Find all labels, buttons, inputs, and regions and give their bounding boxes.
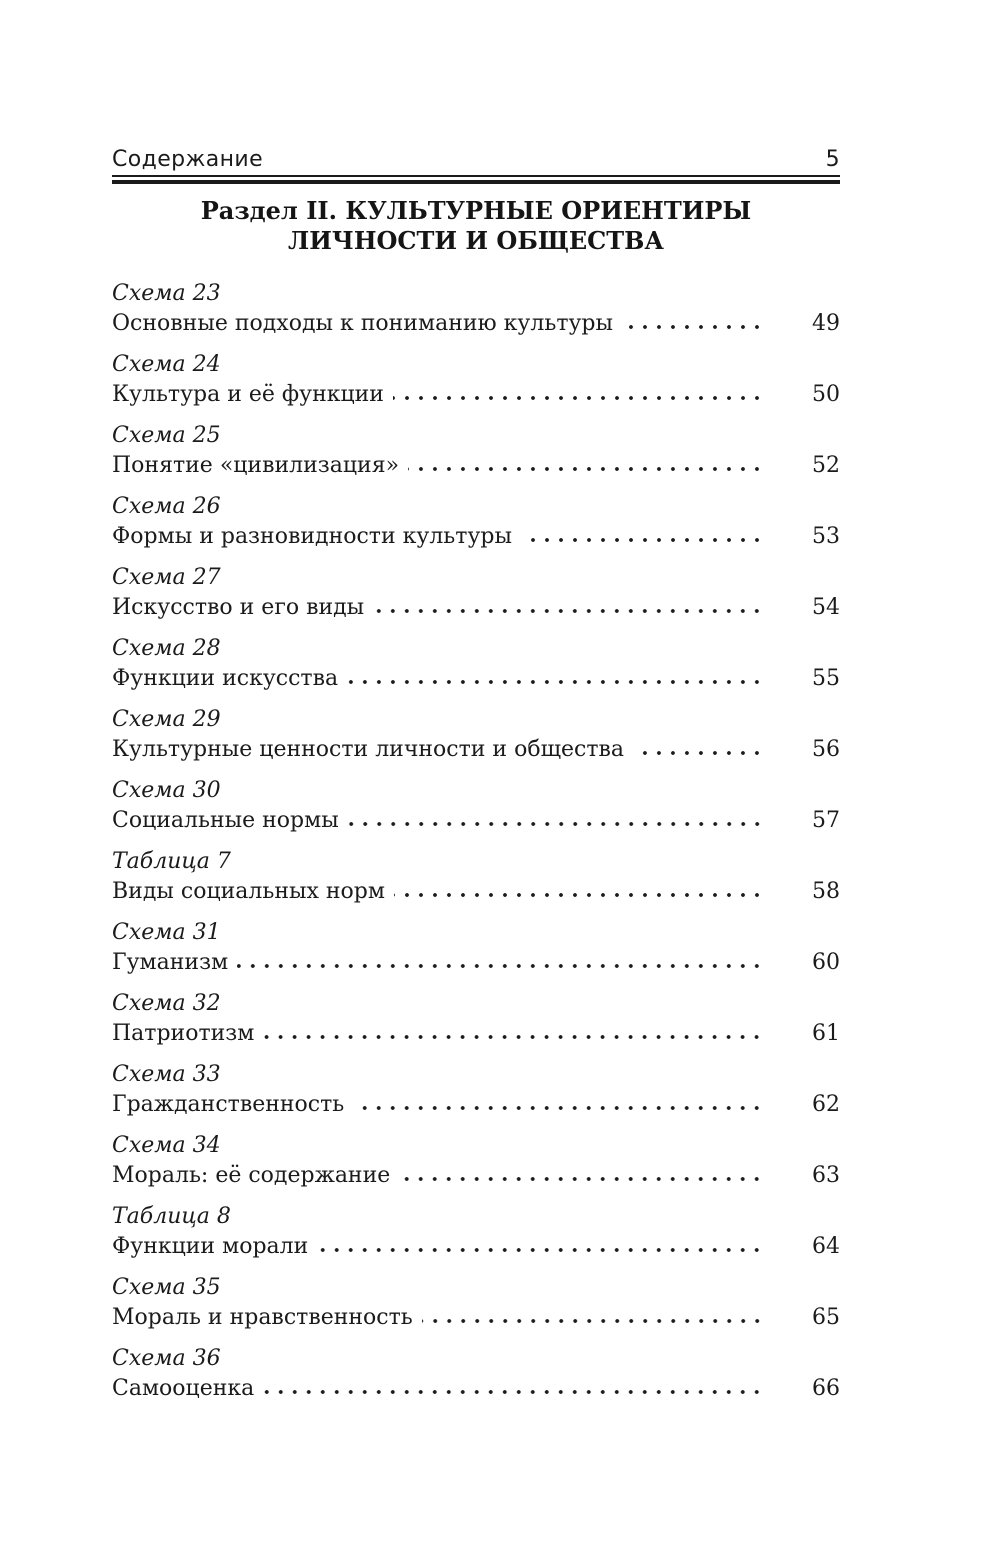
dot-leader — [408, 466, 764, 472]
toc-entry-row — [112, 877, 840, 907]
toc-entry-title: Функции морали — [112, 1234, 309, 1259]
toc-entry-title: Виды социальных норм — [112, 879, 386, 904]
toc-entry — [112, 350, 840, 410]
toc-entry — [112, 989, 840, 1049]
toc-entry-page-number: 49 — [812, 311, 840, 336]
toc-entry-row — [112, 664, 840, 694]
toc-entry-row — [112, 380, 840, 410]
dot-leader — [521, 537, 764, 543]
section-title-line2: ЛИЧНОСТИ И ОБЩЕСТВА — [288, 226, 664, 255]
dot-leader — [317, 1247, 764, 1253]
toc-entry-page-number: 52 — [812, 453, 840, 478]
toc-entry-page-number: 54 — [812, 595, 840, 620]
toc-entry-title: Социальные нормы — [112, 808, 339, 833]
dot-leader — [263, 1034, 764, 1040]
toc-entry-title: Патриотизм — [112, 1021, 255, 1046]
toc-entry — [112, 1131, 840, 1191]
section-title-line1: Раздел II. КУЛЬТУРНЫЕ ОРИЕНТИРЫ — [200, 196, 752, 225]
toc-entry-row — [112, 1374, 840, 1404]
toc-entry-label: Схема 33 — [112, 1062, 221, 1087]
toc-entry-title: Гражданственность — [112, 1092, 345, 1117]
toc-entry-page-number: 61 — [812, 1021, 840, 1046]
toc-entry-row — [112, 1019, 840, 1049]
toc-entry-label: Схема 27 — [112, 565, 221, 590]
toc-entry-title: Культурные ценности личности и общества — [112, 737, 625, 762]
running-head-title: Содержание — [112, 147, 264, 172]
toc-entry-label: Схема 29 — [112, 707, 221, 732]
toc-entry-label: Схема 32 — [112, 991, 221, 1016]
toc-entry-row — [112, 451, 840, 481]
header-double-rule — [112, 175, 840, 184]
toc-entry — [112, 705, 840, 765]
toc-entry-title: Понятие «цивилизация» — [112, 453, 400, 478]
toc-entry — [112, 634, 840, 694]
toc-entry — [112, 563, 840, 623]
toc-entry-page-number: 57 — [812, 808, 840, 833]
toc-entry-page-number: 62 — [812, 1092, 840, 1117]
toc-entry-page-number: 56 — [812, 737, 840, 762]
toc-entry — [112, 1202, 840, 1262]
toc-entry — [112, 492, 840, 552]
toc-entry-title: Гуманизм — [112, 950, 229, 975]
toc-entry-page-number: 50 — [812, 382, 840, 407]
toc-entry-row — [112, 522, 840, 552]
running-head-page-number: 5 — [825, 147, 840, 172]
toc-entry-title: Мораль и нравственность — [112, 1305, 413, 1330]
toc-entry — [112, 421, 840, 481]
toc-entry-row — [112, 806, 840, 836]
toc-entry-row — [112, 593, 840, 623]
toc-entry-label: Схема 34 — [112, 1133, 221, 1158]
section-title — [112, 196, 840, 256]
toc-entry — [112, 1060, 840, 1120]
dot-leader — [394, 892, 764, 898]
dot-leader — [393, 395, 764, 401]
dot-leader — [237, 963, 764, 969]
toc-entry-row — [112, 1303, 840, 1333]
toc-entry-row — [112, 1232, 840, 1262]
toc-entry-row — [112, 1090, 840, 1120]
toc-entry-page-number: 58 — [812, 879, 840, 904]
toc-entry-label: Схема 35 — [112, 1275, 221, 1300]
toc-entry-page-number: 63 — [812, 1163, 840, 1188]
toc-entry-page-number: 66 — [812, 1376, 840, 1401]
toc-entry-title: Культура и её функции — [112, 382, 384, 407]
toc-entry-row — [112, 948, 840, 978]
dot-leader — [373, 608, 764, 614]
toc-entry-page-number: 53 — [812, 524, 840, 549]
toc-entry-page-number: 64 — [812, 1234, 840, 1259]
toc-entry-page-number: 55 — [812, 666, 840, 691]
page-content — [112, 0, 840, 1415]
toc-entry-page-number: 60 — [812, 950, 840, 975]
toc-entry-label: Схема 24 — [112, 352, 221, 377]
toc-entry — [112, 1273, 840, 1333]
toc-entry-label: Схема 36 — [112, 1346, 221, 1371]
toc-entry-label: Таблица 8 — [112, 1204, 231, 1229]
toc-entry-title: Искусство и его виды — [112, 595, 365, 620]
toc-entry — [112, 847, 840, 907]
toc-entry-title: Самооценка — [112, 1376, 255, 1401]
dot-leader — [347, 679, 764, 685]
toc-entry-row — [112, 735, 840, 765]
dot-leader — [622, 324, 764, 330]
toc-entry-row — [112, 309, 840, 339]
toc-entry-title: Мораль: её содержание — [112, 1163, 391, 1188]
toc-entry-label: Схема 28 — [112, 636, 221, 661]
toc-entry-title: Основные подходы к пониманию культуры — [112, 311, 614, 336]
toc-entry-title: Формы и разновидности культуры — [112, 524, 512, 549]
toc-entry-row — [112, 1161, 840, 1191]
dot-leader — [348, 821, 764, 827]
toc-list — [112, 279, 840, 1404]
toc-entry — [112, 918, 840, 978]
dot-leader — [633, 750, 764, 756]
dot-leader — [422, 1318, 764, 1324]
toc-entry-title: Функции искусства — [112, 666, 339, 691]
toc-entry-page-number: 65 — [812, 1305, 840, 1330]
running-head — [112, 0, 840, 173]
toc-entry-label: Схема 23 — [112, 281, 221, 306]
toc-entry-label: Схема 31 — [112, 920, 221, 945]
toc-entry-label: Схема 26 — [112, 494, 221, 519]
toc-entry-label: Таблица 7 — [112, 849, 231, 874]
toc-entry — [112, 1344, 840, 1404]
dot-leader — [353, 1105, 764, 1111]
toc-entry-label: Схема 30 — [112, 778, 221, 803]
toc-entry — [112, 279, 840, 339]
dot-leader — [399, 1176, 764, 1182]
toc-entry — [112, 776, 840, 836]
dot-leader — [263, 1389, 764, 1395]
toc-entry-label: Схема 25 — [112, 423, 221, 448]
